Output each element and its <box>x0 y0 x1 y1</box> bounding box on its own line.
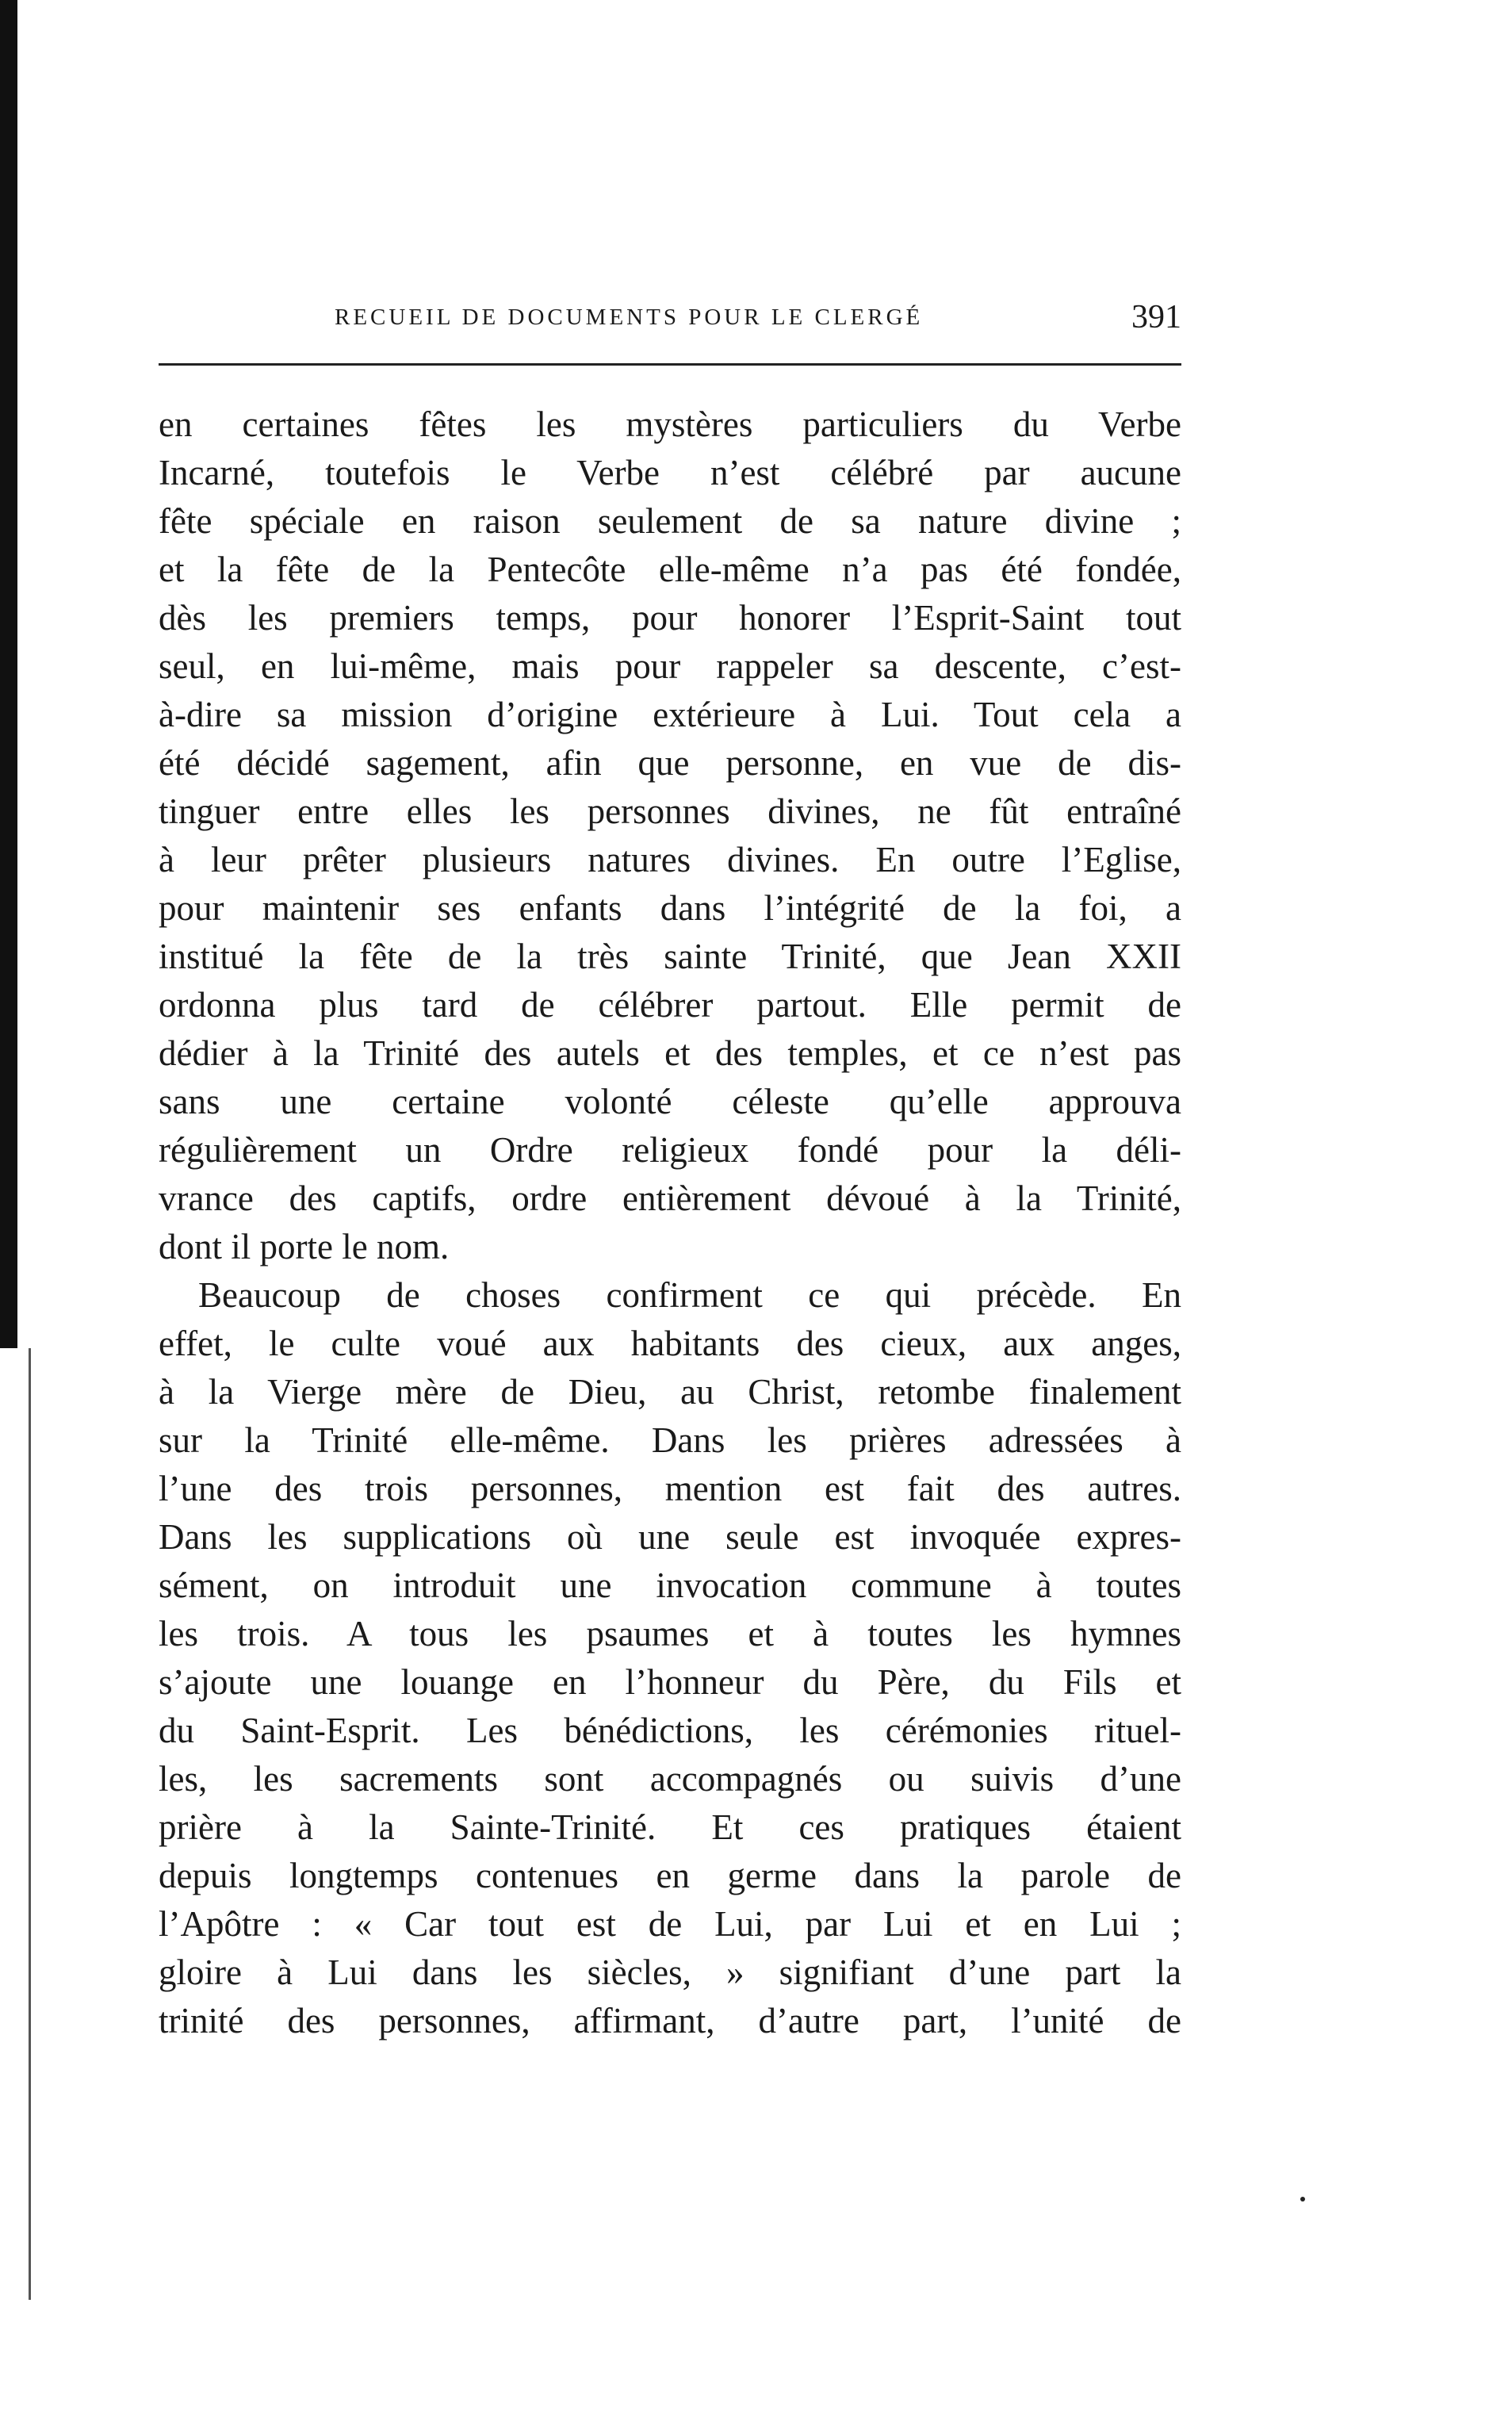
text-line: s’ajoute une louange en l’honneur du Père, du Fils et <box>159 1662 1181 1702</box>
text-line: dès les premiers temps, pour honorer l’Esprit-Saint tout <box>159 598 1181 638</box>
text-line: à leur prêter plusieurs natures divines. En outre l’Eglise, <box>159 840 1181 879</box>
text-line: gloire à Lui dans les siècles, » signifiant d’une part la <box>159 1952 1181 1992</box>
text-line: les, les sacrements sont accompagnés ou suivis d’une <box>159 1759 1181 1799</box>
text-line: sans une certaine volonté céleste qu’elle approuva <box>159 1082 1181 1121</box>
text-line: été décidé sagement, afin que personne, en vue de dis- <box>159 743 1181 783</box>
text-line: pour maintenir ses enfants dans l’intégrité de la foi, a <box>159 888 1181 928</box>
running-head <box>159 293 1181 341</box>
text-line: régulièrement un Ordre religieux fondé pour la déli- <box>159 1130 1181 1170</box>
text-line: sur la Trinité elle-même. Dans les prières adressées à <box>159 1420 1181 1460</box>
header-rule <box>159 363 1181 366</box>
paragraph-end-line: dont il porte le nom. <box>159 1227 450 1266</box>
text-line: trinité des personnes, affirmant, d’autre part, l’unité de <box>159 2001 1181 2041</box>
text-line: du Saint-Esprit. Les bénédictions, les cérémonies rituel- <box>159 1711 1181 1750</box>
text-line: à la Vierge mère de Dieu, au Christ, retombe finalement <box>159 1372 1181 1412</box>
body-text <box>159 400 1181 2045</box>
text-line: l’une des trois personnes, mention est fait des autres. <box>159 1469 1181 1508</box>
text-line: prière à la Sainte-Trinité. Et ces pratiques étaient <box>159 1807 1181 1847</box>
page-number: 391 <box>1131 299 1181 335</box>
text-line: à-dire sa mission d’origine extérieure à Lui. Tout cela a <box>159 695 1181 734</box>
scan-edge-shadow <box>0 0 17 1348</box>
scan-edge-line <box>29 1348 31 2300</box>
text-line: ordonna plus tard de célébrer partout. Elle permit de <box>159 985 1181 1025</box>
text-line: dédier à la Trinité des autels et des temples, et ce n’est pas <box>159 1033 1181 1073</box>
text-line: les trois. A tous les psaumes et à toutes les hymnes <box>159 1614 1181 1654</box>
text-line: Incarné, toutefois le Verbe n’est célébré par aucune <box>159 453 1181 492</box>
scan-speck <box>1300 2197 1305 2201</box>
text-line: effet, le culte voué aux habitants des cieux, aux anges, <box>159 1324 1181 1363</box>
text-line: vrance des captifs, ordre entièrement dévoué à la Trinité, <box>159 1178 1181 1218</box>
text-line: depuis longtemps contenues en germe dans la parole de <box>159 1856 1181 1895</box>
text-line: fête spéciale en raison seulement de sa nature divine ; <box>159 501 1181 541</box>
text-line: Dans les supplications où une seule est invoquée expres- <box>159 1517 1181 1557</box>
text-line: seul, en lui-même, mais pour rappeler sa descente, c’est- <box>159 646 1181 686</box>
text-line: institué la fête de la très sainte Trinité, que Jean XXII <box>159 937 1181 976</box>
text-line: et la fête de la Pentecôte elle-même n’a pas été fondée, <box>159 550 1181 589</box>
running-title: RECUEIL DE DOCUMENTS POUR LE CLERGÉ <box>335 305 924 330</box>
paragraph-start-line: Beaucoup de choses confirment ce qui précède. En <box>198 1275 1181 1315</box>
text-line: sément, on introduit une invocation commune à toutes <box>159 1565 1181 1605</box>
text-line: l’Apôtre : « Car tout est de Lui, par Lui et en Lui ; <box>159 1904 1181 1944</box>
text-line: tinguer entre elles les personnes divines, ne fût entraîné <box>159 791 1181 831</box>
text-line: en certaines fêtes les mystères particuliers du Verbe <box>159 404 1181 444</box>
